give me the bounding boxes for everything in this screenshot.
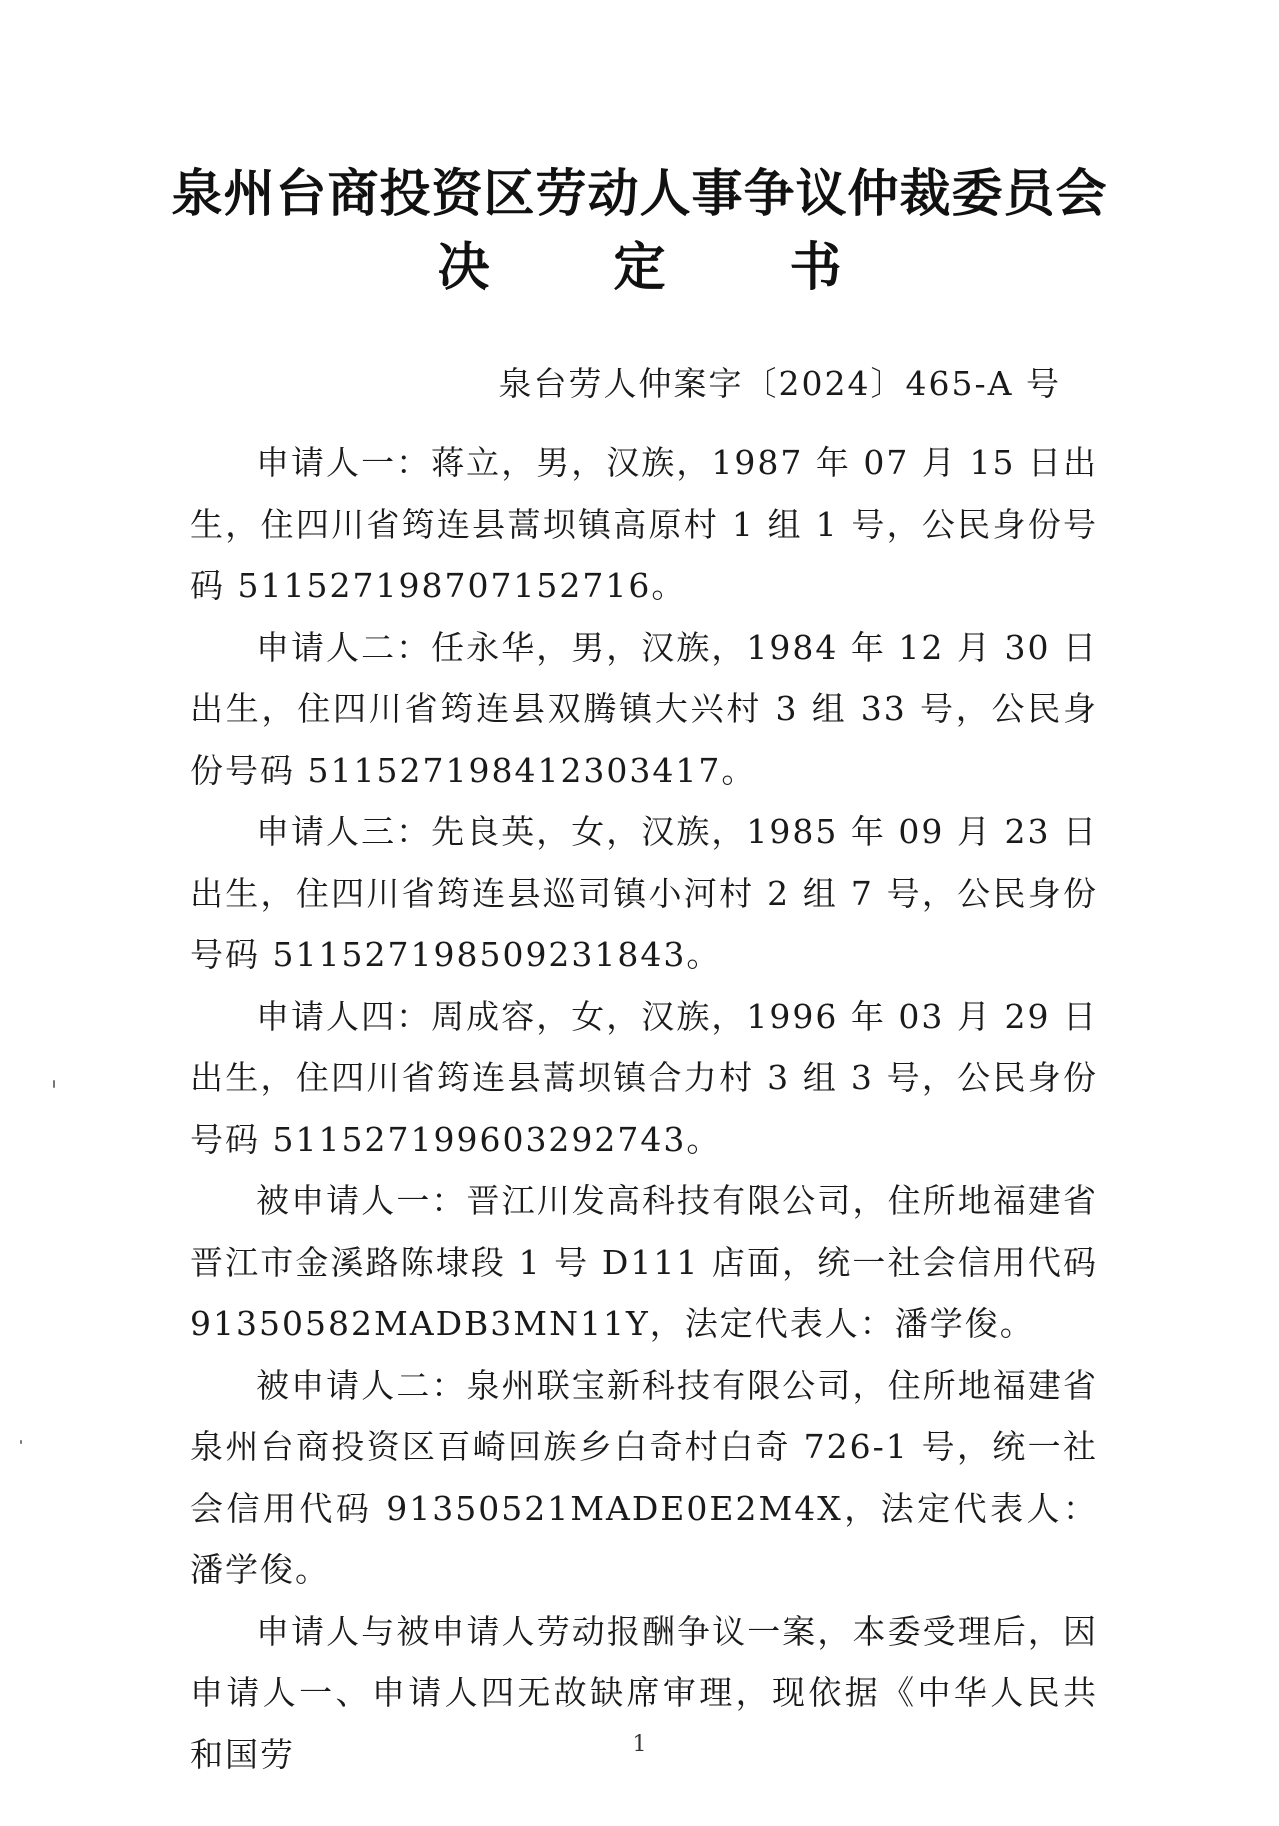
paragraph-applicant-4: 申请人四：周成容，女，汉族，1996 年 03 月 29 日出生，住四川省筠连县蒿坝镇合力村 3 组 3 号，公民身份号码 511527199603292743。 <box>190 996 1098 1159</box>
page-number: 1 <box>632 1732 647 1757</box>
title-char-2: 定 <box>613 238 666 298</box>
paragraph-respondent-1: 被申请人一：晋江川发高科技有限公司，住所地福建省晋江市金溪路陈埭段 1 号 D111 店面，统一社会信用代码 91350582MADB3MN11Y，法定代表人：潘学俊。 <box>190 1181 1098 1343</box>
title-char-1: 决 <box>437 238 490 298</box>
scan-speck <box>53 1080 55 1088</box>
paragraph-applicant-1: 申请人一：蒋立，男，汉族，1987 年 07 月 15 日出生，住四川省筠连县蒿坝镇高原村 1 组 1 号，公民身份号码 511527198707152716。 <box>190 443 1098 605</box>
document-title-committee: 泉州台商投资区劳动人事争议仲裁委员会 <box>171 165 1108 224</box>
title-char-3: 书 <box>789 238 842 298</box>
paragraph-respondent-2: 被申请人二：泉州联宝新科技有限公司，住所地福建省泉州台商投资区百崎回族乡白奇村白奇 726-1 号，统一社会信用代码 91350521MADE0E2M4X，法定代表人：潘学俊。 <box>190 1365 1098 1589</box>
document-body <box>190 432 1098 1785</box>
paragraph-applicant-2: 申请人二：任永华，男，汉族，1984 年 12 月 30 日出生，住四川省筠连县双腾镇大兴村 3 组 33 号，公民身份号码 511527198412303417。 <box>190 627 1098 790</box>
paragraph-case-summary: 申请人与被申请人劳动报酬争议一案，本委受理后，因申请人一、申请人四无故缺席审理，现依据《中华人民共和国劳 <box>190 1611 1098 1774</box>
scan-speck <box>20 1440 22 1444</box>
case-number: 泉台劳人仲案字〔2024〕465-A 号 <box>498 364 1061 403</box>
document-title-type <box>0 225 1279 300</box>
paragraph-applicant-3: 申请人三：先良英，女，汉族，1985 年 09 月 23 日出生，住四川省筠连县巡司镇小河村 2 组 7 号，公民身份号码 511527198509231843。 <box>190 812 1098 974</box>
